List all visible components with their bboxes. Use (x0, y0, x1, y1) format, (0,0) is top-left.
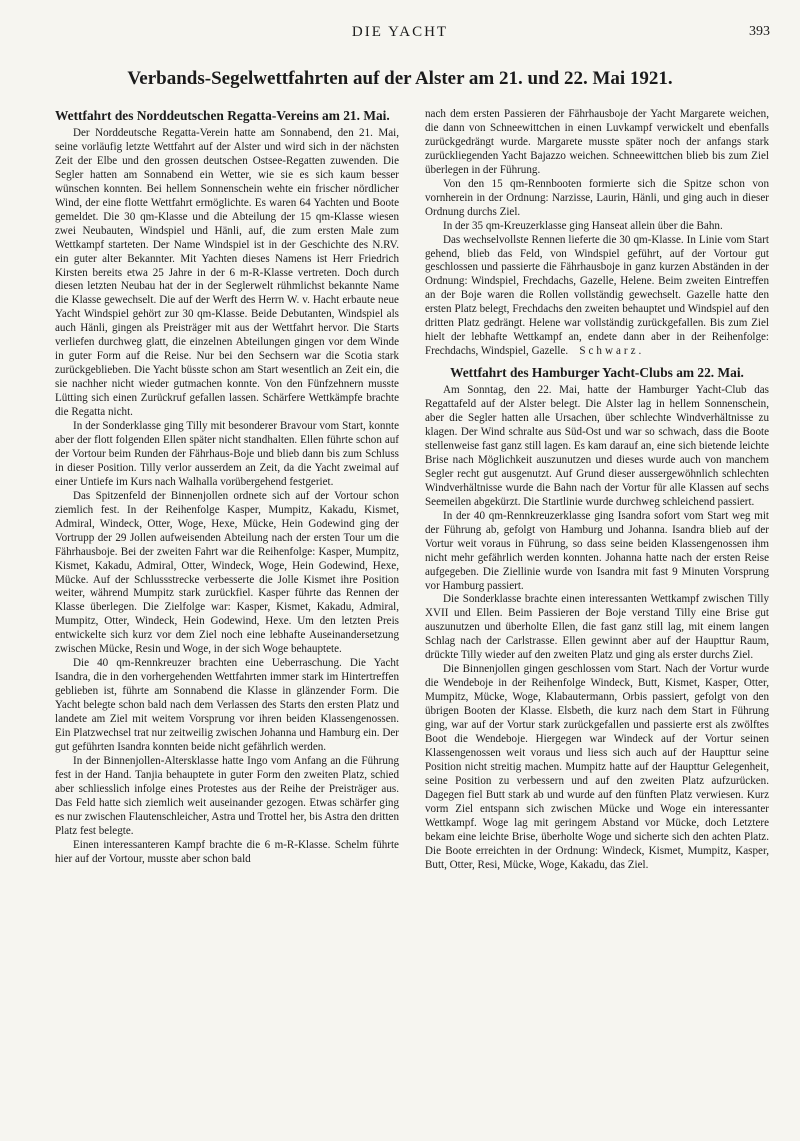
paragraph: Die Binnenjollen gingen geschlossen vom Start. Nach der Vortur wurde die Wendeboje in der Reihenfolge Windeck, Butt, Kismet, Kasper, Otter, Mumpitz, Mücke, Woge, Klabautermann, Orbis passiert, gefolgt von den übrigen Booten der Klasse. Elsbeth, die kurz nach dem Start in Führung ging, war auf der Vortur stark zurückgefallen und passierte erst als zwölftes Boot die Wendeboje. Hiergegen war Windeck auf der Vortur seinen Klassengenossen weit voraus und liess sich auch auf der Haupttur seine Position nicht streitig machen. Mumpitz hatte auf der Haupttur Gelegenheit, seine Position zu verbessern und auf den zweiten Platz aufzurücken. Dagegen fiel Butt stark ab und wurde auf den fünften Platz verwiesen. Kurz vorm Ziel entspann sich zwischen Mücke und Woge ein interessanter Wettkampf. Woge lag mit geringem Abstand vor Mücke, doch Letztere bekam eine leichte Brise, überholte Woge und sicherte sich den achten Platz. Die Boote erreichten in der Ordnung: Windeck, Kismet, Mumpitz, Kasper, Butt, Otter, Resi, Mücke, Woge, Kakadu, das Ziel. (425, 663, 769, 871)
paragraph: In der Sonderklasse ging Tilly mit besonderer Bravour vom Start, konnte aber der flott folgenden Ellen später nicht standhalten. Ellen führte schon auf der Vortour beim Runden der Fährhaus-Boje und blieb dann bis zum Schluss in dieser Position. Tilly verlor ausserdem an Zeit, da die Yacht zweimal auf einer Untiefe im Kurs nach Walhalla vorübergehend festgeriet. (55, 420, 399, 488)
author-signature: Schwarz. (579, 345, 645, 358)
paragraph-text: Das wechselvollste Rennen lieferte die 30 qm-Klasse. In Linie vom Start gehend, blieb das Feld, von Windspiel geführt, auf der Vortour gut geschlossen und passierte die Fährhausboje in ganz kurzen Abständen in der Ordnung: Windspiel, Frechdachs, Gazelle, Helene. Beim zweiten Eintreffen an der Boje waren die Rollen vollständig gewechselt. Gazelle hatte den ersten Platz belegt, Frechdachs den zweiten behauptet und Windspiel auf den dritten Platz gedrängt. Helene war vollständig zurückgefallen. Bis zum Ziel hielt der lebhafte Wettkampf an, endete dann aber in der Reihenfolge: Frechdachs, Windspiel, Gazelle. (425, 233, 769, 358)
paragraph: nach dem ersten Passieren der Fährhausboje der Yacht Margarete weichen, die dann von Schneewittchen in einen Luvkampf verwickelt und ebenfalls zurückgedrängt wurde. Margarete musste später noch der anfangs stark zurückliegenden Yacht Bajazzo weichen. Schneewittchen blieb bis zum Ziel überlegen in der Führung. (425, 108, 769, 176)
paragraph: In der 35 qm-Kreuzerklasse ging Hanseat allein über die Bahn. (443, 219, 723, 232)
paragraph: In der Binnenjollen-Altersklasse hatte Ingo vom Anfang an die Führung fest in der Hand. Tanjia behauptete in guter Form den zweiten Platz, schied aber schliesslich infolge eines Protestes aus der Reihe der Preisträger aus. Das Feld hatte sich ziemlich weit auseinander gezogen. Etwas schärfer ging es nur zwischen Flautenschleicher, Astra und Trottel her, bis Astra den dritten Platz fest belegte. (55, 754, 399, 837)
section-heading-nrv: Wettfahrt des Norddeutschen Regatta-Vereins am 21. Mai. (55, 108, 390, 123)
paragraph: Der Norddeutsche Regatta-Verein hatte am Sonnabend, den 21. Mai, seine vorläufig letzte Wettfahrt auf der Alster und wird sich in der nächsten Zeit der Elbe und den grossen deutschen Ostsee-Regatten zuwenden. Die Segler hatten am Sonnabend ein Wetter, wie sie es sich kaum besser wünschen konnten. Bei hellem Sonnenschein wehte ein frischer nördlicher Wind, der eine flotte Wettfahrt ermöglichte. Es waren 64 Yachten und Boote gemeldet. Die 30 qm-Klasse und die Abteilung der 15 qm-Klasse wiesen zwei Neubauten, Windspiel und Hänli, auf, die zum ersten Male zum Wettkampf starteten. Der Name Windspiel ist in der Geschichte des N.RV. ein guter alter Bekannter. Mit Yachten dieses Namens ist Herr Friedrich Kirsten bereits etwa 25 Jahre in der 6 m-R-Klasse vertreten. Doch durch diesen letzten Neubau hat der in der Seglerwelt rühmlichst bekannte Name die Klasse gewechselt. Die auf der Werft des Herrn W. v. Hacht erbaute neue Yacht Windspiel gehört zur 30 qm-Klasse. Beide Debutanten, Windspiel als auch Hänli, gingen als Preisträger mit aus der Wettfahrt hervor. Die Starts verliefen durchweg glatt, die einzelnen Abteilungen gingen vor dem Winde in guter Form auf die Reise. Nur bei den Sechsern war die Scotia stark zurückgeblieben. Die Yacht büsste schon am Start wesentlich an Zeit ein, die sie nachher nicht wieder gutmachen konnte. Von den Fünfzehnern musste Lütting sich einen Zurückruf gefallen lassen. Schärfere Wettkämpfe brachte die Regatta nicht. (55, 127, 399, 419)
paragraph: Am Sonntag, den 22. Mai, hatte der Hamburger Yacht-Club das Regattafeld auf der Alster belegt. Die Alster lag in hellem Sonnenschein, aber die Segler hatten alle Ursachen, über schlechte Windverhältnisse zu klagen. Der Wind schralte aus Süd-Ost und war so schwach, dass die Boote stellenweise fast ganz still lagen. Es kam darauf an, eine sich bietende leichte Brise nach Möglichkeit auszunutzen und dieses wurde auch von manchem Segler recht gut ausgenutzt. Auf Grund dieser aussergewöhnlich schlechten Windverhältnisse wurde die Bahn nach der Vortur für alle Klassen auf sechs Seemeilen abgekürzt. Die Startlinie wurde durchweg schleichend passiert. (425, 384, 769, 508)
section-heading-hyc: Wettfahrt des Hamburger Yacht-Clubs am 22. Mai. (450, 365, 744, 381)
paragraph: Das Spitzenfeld der Binnenjollen ordnete sich auf der Vortour schon ziemlich fest. In der Reihenfolge Kasper, Mumpitz, Kakadu, Kismet, Admiral, Windeck, Otter, Woge, Hexe, Mücke, Hein Godewind ging der Vortrupp der 29 Jollen aufweisenden Abteilung nach der ersten Tour um die Fährhausboje. Bei der zweiten Fahrt war die Reihenfolge: Kasper, Mumpitz, Kismet, Kakadu, Admiral, Otter, Windeck, Woge, Hein Godewind, Hexe, Mücke. Auf der Schlussstrecke verbesserte die Jolle Kismet ihre Position weiter, während Mumpitz stark zurückfiel. Kasper führte das Rennen der Klasse überlegen. Die Zielfolge war: Kasper, Kismet, Kakadu, Admiral, Mumpitz, Otter, Windeck, Hein Godewind, Hexe. Um den letzten Preis entwickelte sich kurz vor dem Ziel noch eine lebhafte Auseinandersetzung zwischen Mücke, Resin und Woge, in der sich Woge behauptete. (55, 489, 399, 656)
paragraph-with-signature (425, 234, 769, 360)
left-column (55, 108, 399, 1118)
page-number: 393 (749, 24, 770, 39)
article-title: Verbands-Segelwettfahrten auf der Alster am 21. und 22. Mai 1921. (127, 68, 673, 89)
paragraph: Einen interessanteren Kampf brachte die 6 m-R-Klasse. Schelm führte hier auf der Vortour, musste aber schon bald (55, 838, 399, 865)
paragraph: Die 40 qm-Rennkreuzer brachten eine Ueberraschung. Die Yacht Isandra, die in den vorhergehenden Wettfahrten immer stark im Hintertreffen geblieben ist, führte am Sonnabend die Klasse in glänzender Form. Die Yacht belegte schon bald nach dem Verlassen des Starts den ersten Platz und landete am Ziel mit weitem Vorsprung vor ihren beiden Klassengenossen. Ein Platzwechsel trat nur zeitweilig zwischen Johanna und Hamburg ein. Der gut geführten Isandra konnten beide nicht gefährlich werden. (55, 657, 399, 753)
paragraph: Die Sonderklasse brachte einen interessanten Wettkampf zwischen Tilly XVII und Ellen. Beim Passieren der Boje verstand Tilly eine Brise gut auszunutzen und überholte Ellen, die fast ganz still lag, mit einem langen Schlag nach der Carlstrasse. Ellen gewinnt aber auf der Haupttur Raum, drückte Tilly wieder auf den zweiten Platz und ging als erster durchs Ziel. (425, 593, 769, 662)
right-column (425, 108, 769, 1118)
paragraph: In der 40 qm-Rennkreuzerklasse ging Isandra sofort vom Start weg mit der Führung ab, gefolgt von Hamburg und Johanna. Isandra blieb auf der Vortur weit voraus in Führung, so dass seine beiden Klassengenossen ihm nicht mehr gefährlich werden konnten. Johanna hatte nach der ersten Reise aufgegeben. Die Ziellinie wurde von Isandra mit fast 9 Minuten Vorsprung vor Hamburg passiert. (425, 509, 769, 592)
paragraph: Von den 15 qm-Rennbooten formierte sich die Spitze schon von vornherein in der Ordnung: Narzisse, Laurin, Hänli, und ging auch in dieser Ordnung durchs Ziel. (425, 177, 769, 218)
running-head: DIE YACHT (351, 24, 449, 40)
